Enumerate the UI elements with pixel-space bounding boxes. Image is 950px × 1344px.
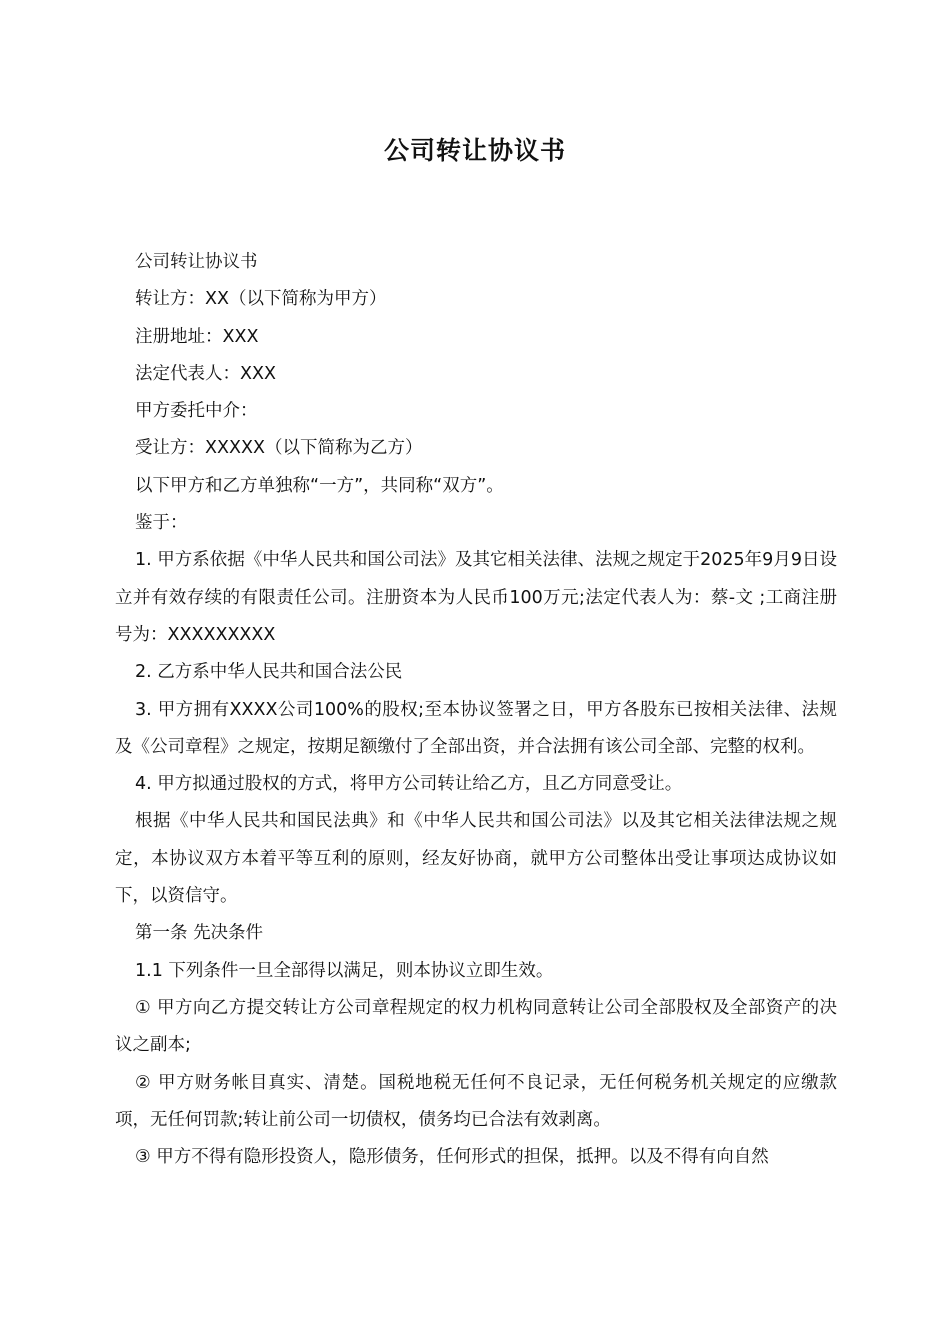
paragraph-clause-1-1: 1.1 下列条件一旦全部得以满足，则本协议立即生效。 xyxy=(135,960,554,981)
paragraph-recital-4: 4. 甲方拟通过股权的方式，将甲方公司转让给乙方，且乙方同意受让。 xyxy=(135,774,683,795)
paragraph-condition-1: ① 甲方向乙方提交转让方公司章程规定的权力机构同意转让公司全部股权及全部资产的决议之副本; xyxy=(115,997,837,1056)
paragraph-condition-3: ③ 甲方不得有隐形投资人，隐形债务，任何形式的担保，抵押。以及不得有向自然 xyxy=(135,1147,769,1168)
paragraph-recital-3: 3. 甲方拥有XXXX公司100%的股权;至本协议签署之日，甲方各股东已按相关法律、法规及《公司章程》之规定，按期足额缴付了全部出资，并合法拥有该公司全部、完整的权利。 xyxy=(115,699,837,757)
paragraph-registered-address: 注册地址：XXX xyxy=(135,326,259,347)
paragraph-whereas: 鉴于： xyxy=(135,513,188,534)
paragraph-transferee: 受让方：XXXXX（以下简称为乙方） xyxy=(135,438,423,459)
paragraph-recital-2: 2. 乙方系中华人民共和国合法公民 xyxy=(135,662,403,683)
paragraph-recital-1: 1. 甲方系依据《中华人民共和国公司法》及其它相关法律、法规之规定于2025年9月9日设立并有效存续的有限责任公司。注册资本为人民币100万元;法定代表人为：蔡-文 ;工商注册号为：XXXXXXXXX xyxy=(115,550,837,645)
paragraph-article-1-heading: 第一条 先决条件 xyxy=(135,923,264,944)
paragraph-legal-basis: 根据《中华人民共和国民法典》和《中华人民共和国公司法》以及其它相关法律法规之规定，本协议双方本着平等互利的原则，经友好协商，就甲方公司整体出受让事项达成协议如下，以资信守。 xyxy=(115,811,837,907)
document-body xyxy=(115,244,837,1176)
paragraph-legal-representative: 法定代表人：XXX xyxy=(135,363,276,384)
paragraph-condition-2: ② 甲方财务帐目真实、清楚。国税地税无任何不良记录，无任何税务机关规定的应缴款项，无任何罚款;转让前公司一切债权，债务均已合法有效剥离。 xyxy=(115,1072,837,1130)
paragraph-agent: 甲方委托中介： xyxy=(135,401,258,422)
paragraph-transferor: 转让方：XX（以下简称为甲方） xyxy=(135,289,387,310)
paragraph-heading: 公司转让协议书 xyxy=(135,252,258,272)
document-title: 公司转让协议书 xyxy=(383,136,566,165)
paragraph-parties-definition: 以下甲方和乙方单独称“一方”，共同称“双方”。 xyxy=(135,475,504,496)
